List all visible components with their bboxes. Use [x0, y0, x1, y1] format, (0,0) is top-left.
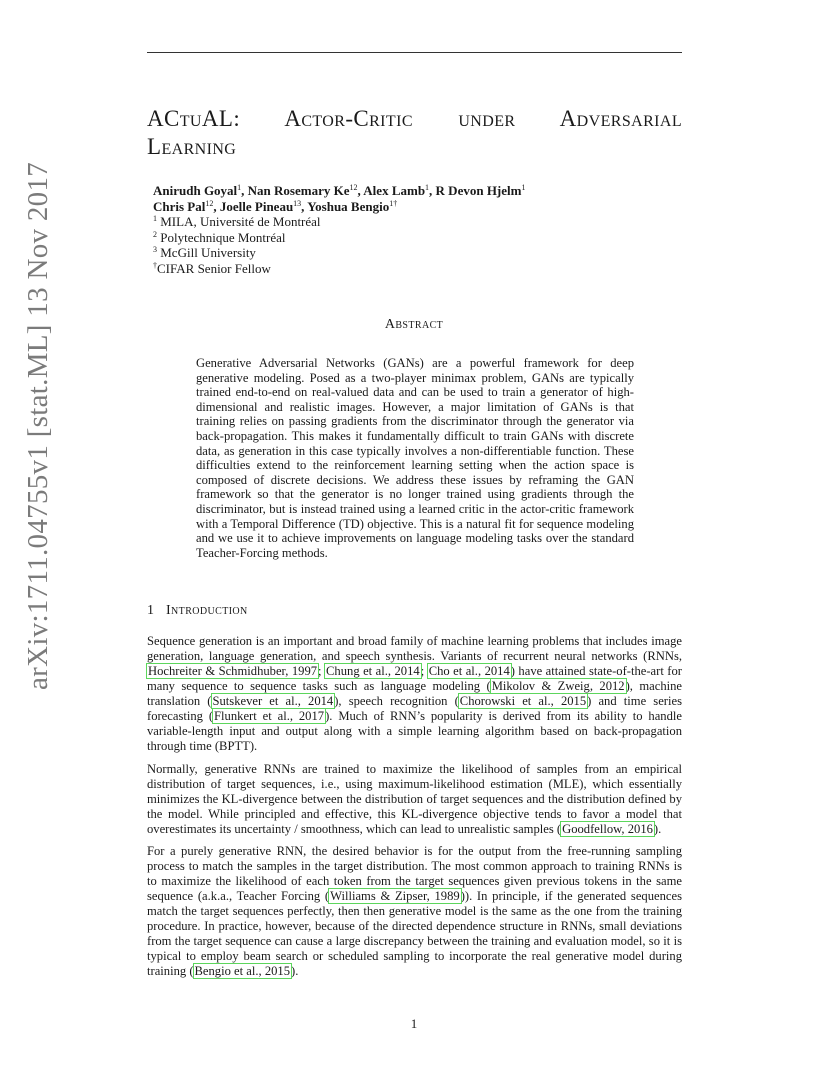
paragraph	[147, 634, 682, 754]
citation-link[interactable]: Chorowski et al., 2015	[459, 694, 587, 708]
citation-link[interactable]: Chung et al., 2014	[326, 664, 420, 678]
author-name: Anirudh Goyal	[153, 183, 238, 198]
affiliation-mark: 2	[153, 229, 157, 239]
paragraph-text: Sequence generation is an important and broad family of machine learning problems that includes image generation, language generation, and speech synthesis. Variants of recurrent neural networks (RNNs,	[147, 634, 682, 663]
paragraph-text: )). In principle, if the generated sequences match the target sequences perfectly, then then generative model is the same as the one from the training procedure. In practice, however, because of the directed dependence structure in RNNs, small deviations from the target sequence can cause a large discrepancy between the training and evaluation model, so it is typical to employ beam search or scheduled sampling to incorporate the real generative model during training (	[147, 889, 682, 978]
paragraph-text: ) have attained state-of-the-art for many sequence to sequence tasks such as language modeling (	[147, 664, 682, 693]
title-line-2: Learning	[147, 134, 237, 159]
introduction-body	[147, 634, 682, 987]
author-affiliation-mark: 1	[425, 183, 430, 192]
paragraph	[147, 762, 682, 837]
author-line-1: Anirudh Goyal$^1$, Nan Rosemary Ke$^{12}$, Alex Lamb$^1$, R Devon Hjelm$^1$	[153, 183, 526, 198]
affiliation-mark: 1	[153, 214, 157, 223]
citation-link[interactable]: Sutskever et al., 2014	[212, 694, 334, 708]
abstract-paragraph: Generative Adversarial Networks (GANs) are a powerful framework for deep generative modeling. Posed as a two-player minimax problem, GANs are typically trained end-to-end on real-valued data and can be used to train a generator of high-dimensional and realistic images. However, a major limitation of GANs is that training relies on passing gradients from the discriminator through the generator via back-propagation. This makes it fundamentally difficult to train GANs with discrete data, as generation in this case typically involves a non-differentiable function. These difficulties extend to the reinforcement learning setting when the action space is composed of discrete decisions. We address these issues by reframing the GAN framework so that the generator is no longer trained using gradients through the discriminator, but is instead trained using a learned critic in the actor-critic framework with a Temporal Difference (TD) objective. This is a natural fit for sequence modeling and we use it to achieve improvements on language modeling tasks over the standard Teacher-Forcing methods.	[196, 356, 634, 560]
citation-link[interactable]: Cho et al., 2014	[428, 664, 510, 678]
author-name: Alex Lamb	[363, 183, 426, 198]
citation-link[interactable]: Hochreiter & Schmidhuber, 1997	[148, 664, 318, 678]
paragraph-text: ) and time series forecasting (	[147, 694, 682, 723]
citation-link[interactable]: Goodfellow, 2016	[562, 821, 653, 836]
citation-link[interactable]: Flunkert et al., 2017	[214, 709, 325, 723]
author-name: R Devon Hjelm	[435, 183, 522, 198]
paragraph-text: ).	[291, 964, 299, 978]
paragraph-text: For a purely generative RNN, the desired behavior is for the output from the free-running sampling process to match the samples in the target distribution. The most common approach to training RNNs is to maximize the likelihood of each token from the target sequences given previous tokens in the same sequence (a.k.a., Teacher Forcing (	[147, 844, 682, 903]
arxiv-identifier-stamp[interactable]: arXiv:1711.04755v1 [stat.ML] 13 Nov 2017	[22, 161, 54, 690]
paragraph	[147, 844, 682, 979]
author-line-2: Chris Pal$^{12}$, Joelle Pineau$^{13}$, Yoshua Bengio$^{1\dagger}$	[153, 198, 398, 214]
author-block	[153, 183, 673, 276]
paragraph-text: Normally, generative RNNs are trained to maximize the likelihood of samples from an empirical distribution of target sequences, i.e., using maximum-likelihood estimation (MLE), which essentially minimizes the KL-divergence between the distribution of target sequences and the distribution defined by the model. While principled and effective, this KL-divergence objective tends to favor a model that overestimates its uncertainty / smoothness, which can lead to unrealistic samples (	[147, 761, 682, 836]
abstract-body	[196, 356, 634, 560]
affiliation	[153, 230, 673, 246]
affiliation-name: McGill University	[160, 245, 256, 260]
paragraph-text: ), speech recognition (	[334, 694, 459, 708]
top-rule	[147, 52, 682, 53]
paragraph-text: ;	[420, 664, 428, 678]
affiliation	[153, 245, 673, 261]
author-affiliation-mark: 13	[293, 198, 302, 208]
affiliation-name: Polytechnique Montréal	[160, 229, 286, 245]
citation-link[interactable]: Bengio et al., 2015	[194, 964, 291, 978]
title-line-1: ACtuAL: Actor-Critic under Adversarial	[147, 106, 682, 131]
paragraph-text: ).	[653, 821, 662, 836]
affiliation	[153, 214, 673, 230]
section-title: Introduction	[166, 603, 248, 618]
author-name: Chris Pal	[153, 198, 206, 214]
author-affiliation-mark: 12	[205, 198, 214, 208]
page-number: 1	[410, 1016, 418, 1031]
affiliation-name: CIFAR Senior Fellow	[157, 260, 271, 276]
affiliation	[153, 261, 673, 277]
section-number: 1	[147, 603, 154, 618]
abstract-heading: Abstract	[384, 317, 444, 332]
paragraph-text: ). Much of RNN’s popularity is derived from its ability to handle variable-length input and output along with a simple learning algorithm based on back-propagation through time (BPTT).	[147, 709, 682, 753]
affiliation-name: MILA, Université de Montréal	[160, 214, 321, 229]
affiliation-mark: †	[153, 260, 157, 270]
citation-link[interactable]: Williams & Zipser, 1989	[330, 889, 460, 903]
author-name: Yoshua Bengio	[307, 198, 390, 214]
author-affiliation-mark: 1	[237, 183, 242, 192]
paragraph-text: ;	[318, 664, 326, 678]
paper-title	[147, 105, 682, 161]
affiliation-mark: 3	[153, 245, 157, 254]
section-heading	[147, 603, 248, 619]
paragraph-text: ), machine translation (	[147, 679, 682, 708]
author-name: Joelle Pineau	[219, 198, 294, 214]
author-affiliation-mark: 12	[349, 183, 358, 192]
author-affiliation-mark: 1	[521, 183, 526, 192]
author-affiliation-mark: 1†	[389, 198, 398, 208]
citation-link[interactable]: Mikolov & Zweig, 2012	[491, 679, 625, 693]
author-name: Nan Rosemary Ke	[247, 183, 350, 198]
